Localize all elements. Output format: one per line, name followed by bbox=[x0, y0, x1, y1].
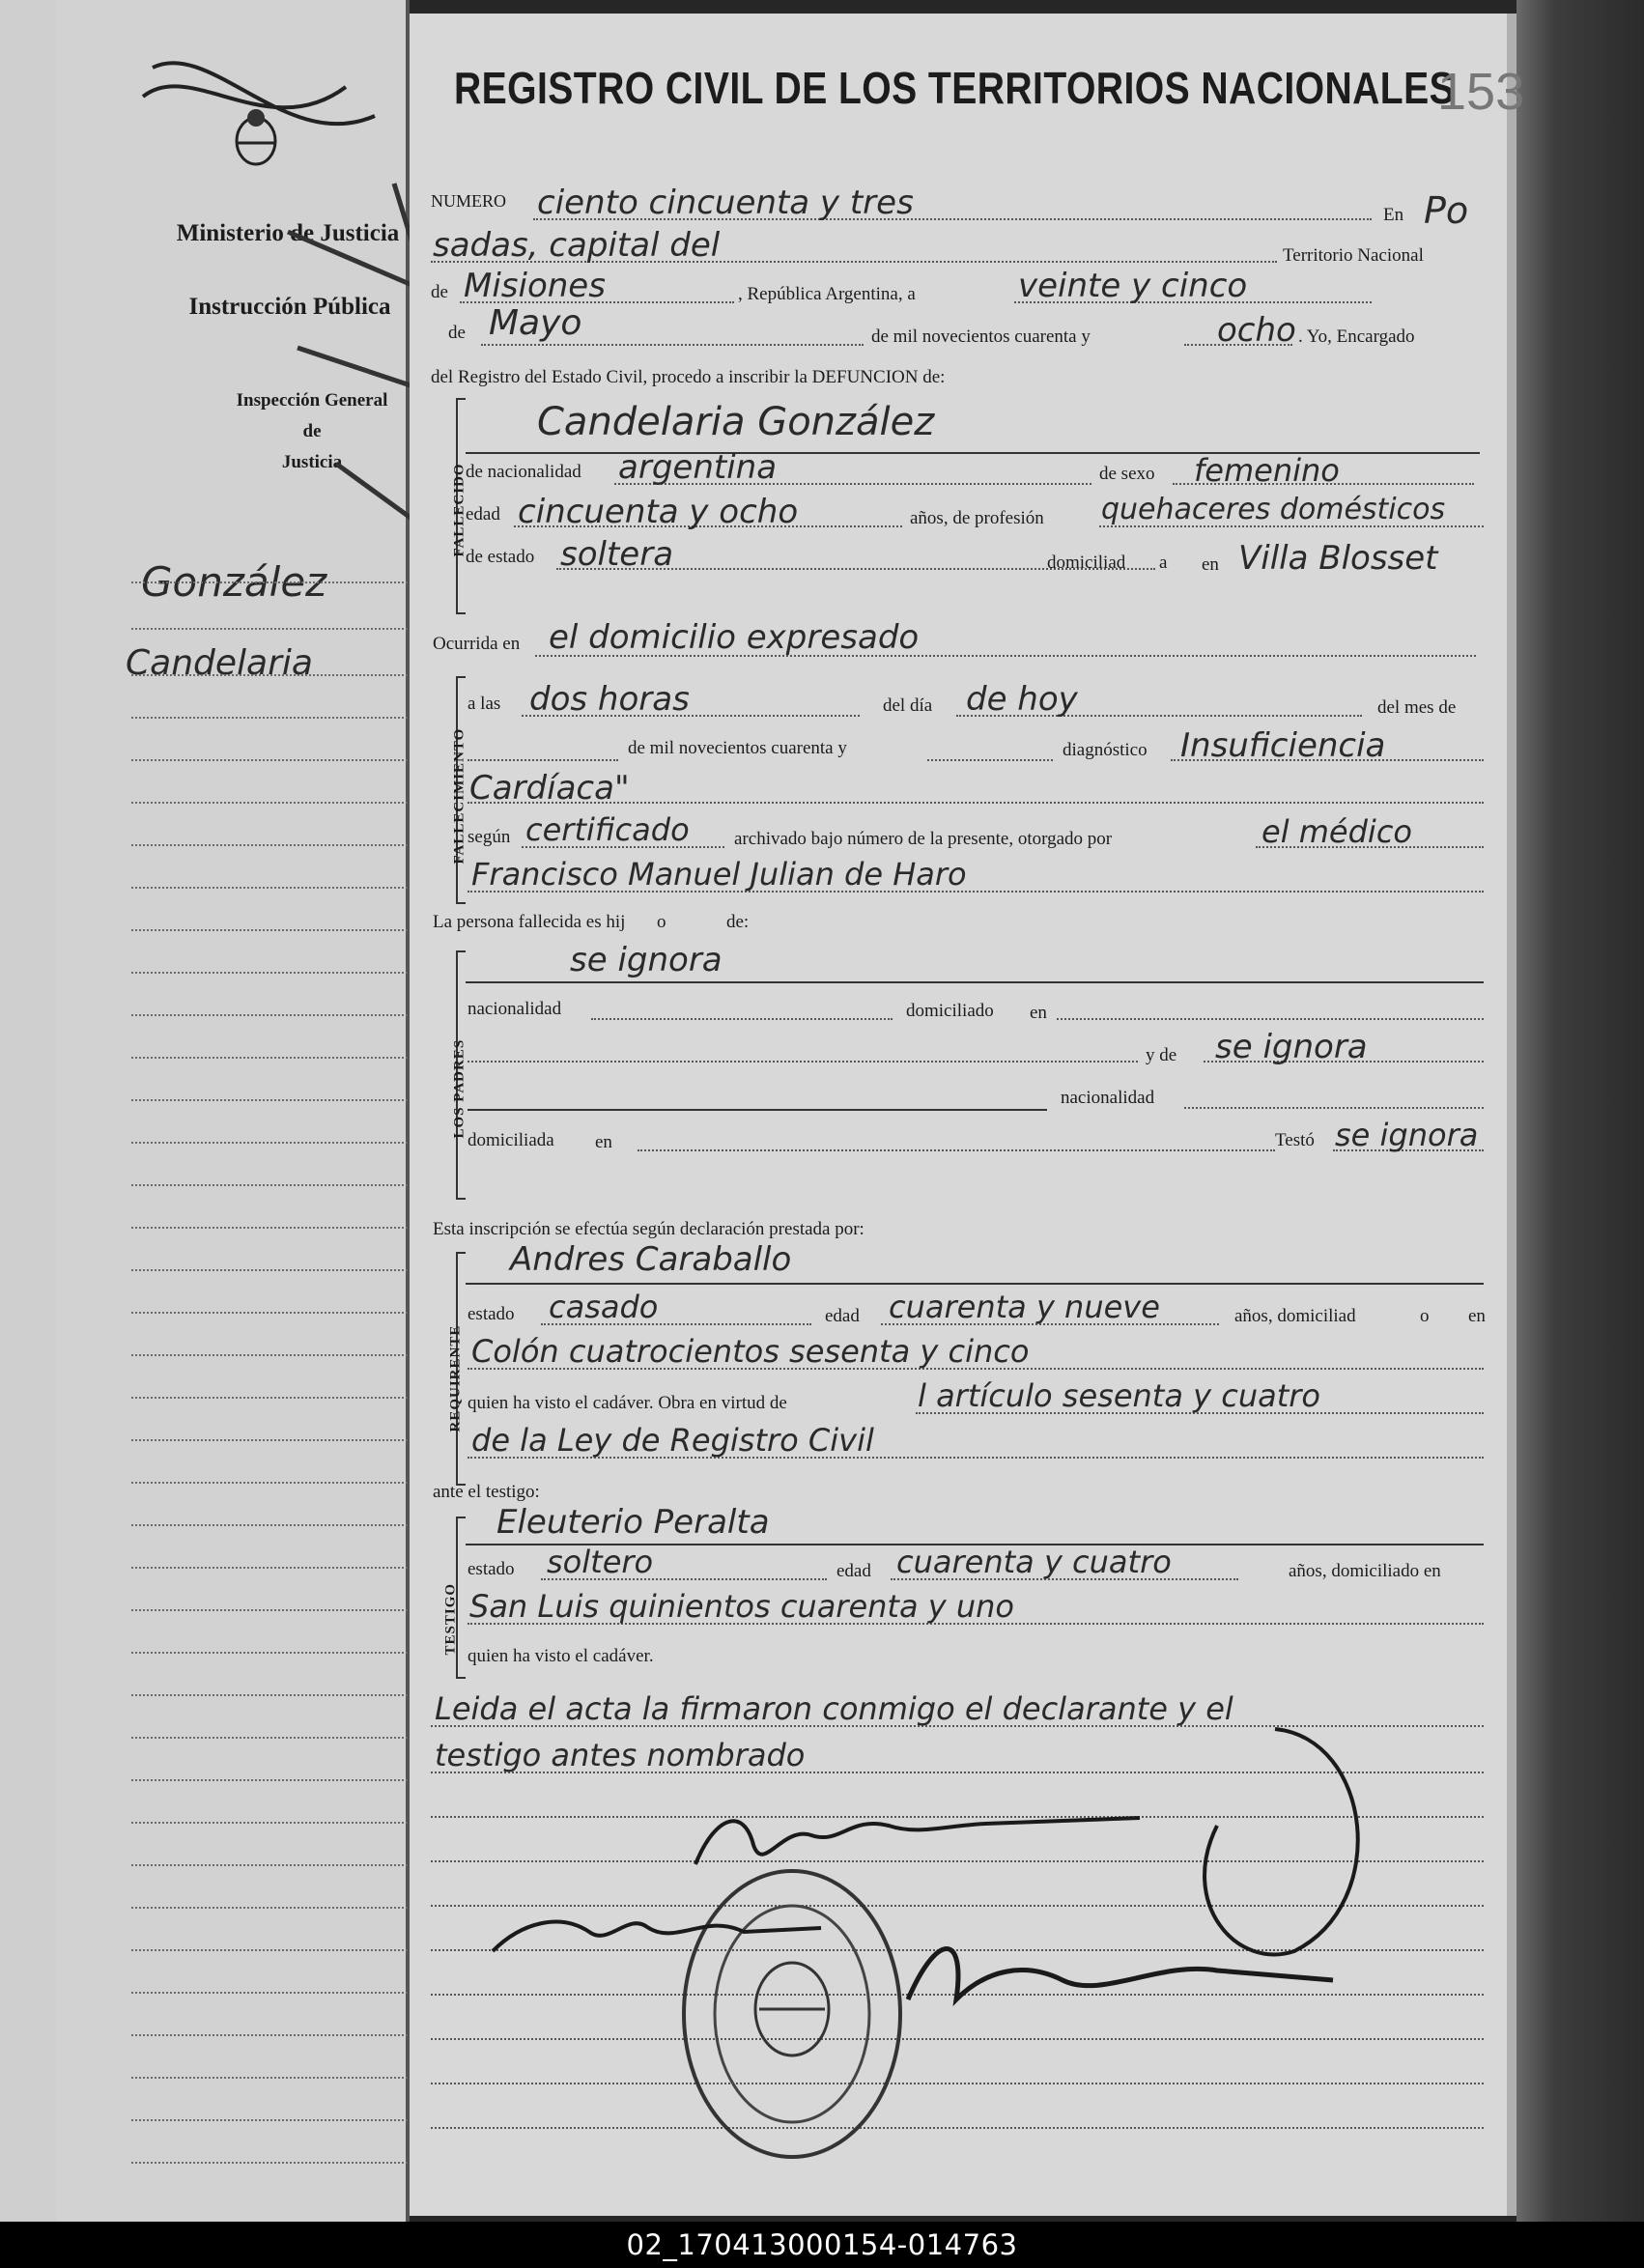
margin-rule bbox=[131, 1949, 450, 1951]
testigo-domiciliado-label: años, domiciliado en bbox=[1289, 1561, 1441, 1581]
madre-name-rule bbox=[468, 1109, 1047, 1111]
fallecimiento-del-dia-label: del día bbox=[883, 695, 933, 716]
margin-rule bbox=[131, 1779, 450, 1781]
margin-rule bbox=[131, 1354, 450, 1356]
padres-intro-label: La persona fallecida es hij bbox=[433, 912, 626, 932]
en-label: En bbox=[1383, 205, 1404, 225]
year-label: de mil novecientos cuarenta y bbox=[871, 326, 1091, 347]
margin-rule bbox=[131, 1864, 450, 1866]
book-binding bbox=[1516, 0, 1644, 2222]
fallecimiento-mes-dotline bbox=[468, 759, 618, 761]
padres-hijo-suffix: o bbox=[657, 912, 666, 932]
fallecimiento-year-dotline bbox=[927, 759, 1053, 761]
margin-rule bbox=[131, 717, 450, 719]
ocurrida-value: el domicilio expresado bbox=[549, 618, 920, 657]
fallecido-section-label: FALLECIDO bbox=[451, 463, 468, 557]
margin-rule bbox=[131, 972, 450, 974]
madre-intro-dotline bbox=[468, 1061, 1138, 1063]
fallecimiento-otorgado-value: el médico bbox=[1261, 813, 1412, 850]
requirente-name-rule bbox=[466, 1283, 1484, 1285]
year-value: ocho bbox=[1217, 311, 1296, 350]
fallecimiento-medico-value: Francisco Manuel Julian de Haro bbox=[471, 856, 967, 893]
padres-de-label: de: bbox=[726, 912, 750, 932]
place-value-1: Po bbox=[1424, 189, 1469, 232]
numero-label: NUMERO bbox=[431, 191, 507, 211]
folio-number: 153 bbox=[1437, 63, 1525, 121]
fallecido-profesion-value: quehaceres domésticos bbox=[1101, 493, 1446, 526]
testigo-intro-label: ante el testigo: bbox=[433, 1482, 540, 1502]
requirente-en-label: en bbox=[1468, 1306, 1486, 1326]
requirente-edad-value: cuarenta y nueve bbox=[889, 1289, 1160, 1325]
margin-rule bbox=[131, 1482, 450, 1484]
margin-rule bbox=[131, 1227, 450, 1229]
testigo-name: Eleuterio Peralta bbox=[496, 1503, 770, 1542]
requirente-domicilio-value: Colón cuatrocientos sesenta y cinco bbox=[471, 1333, 1030, 1370]
fallecido-nacionalidad-label: de nacionalidad bbox=[466, 462, 581, 482]
margin-rule bbox=[131, 674, 450, 676]
fallecimiento-diagnostico-label: diagnóstico bbox=[1063, 740, 1148, 760]
margin-rule bbox=[131, 1184, 450, 1186]
fallecido-domiciliado-suffix: a bbox=[1159, 553, 1168, 573]
margin-rule bbox=[131, 1312, 450, 1314]
inspection-line-2: de bbox=[302, 421, 322, 441]
ministry-line-1: Ministerio de Justicia bbox=[176, 220, 400, 246]
fallecimiento-diagnostico-value-2: Cardíaca" bbox=[469, 769, 630, 808]
fallecido-domicilio-value: Villa Blosset bbox=[1238, 539, 1438, 578]
testo-value: se ignora bbox=[1335, 1117, 1479, 1153]
margin-rule bbox=[131, 1652, 450, 1654]
closing-line-2: testigo antes nombrado bbox=[435, 1737, 806, 1773]
day-value: veinte y cinco bbox=[1018, 267, 1248, 305]
fallecido-edad-label: edad bbox=[466, 504, 500, 524]
fallecido-name: Candelaria González bbox=[537, 400, 935, 444]
fallecimiento-segun-label: según bbox=[468, 827, 511, 847]
coat-of-arms-icon bbox=[222, 104, 290, 172]
page-title: REGISTRO CIVIL DE LOS TERRITORIOS NACIONALES bbox=[454, 63, 1456, 113]
territory-value: Misiones bbox=[464, 267, 606, 305]
requirente-section-label: REQUIRENTE bbox=[447, 1324, 464, 1432]
margin-rule bbox=[131, 1609, 450, 1611]
padre-nacionalidad-dotline bbox=[591, 1018, 893, 1020]
fallecido-estado-label: de estado bbox=[466, 547, 535, 567]
padres-section-label: LOS PADRES bbox=[451, 1038, 468, 1139]
margin-rule bbox=[131, 2162, 450, 2164]
testigo-visto-label: quien ha visto el cadáver. bbox=[468, 1646, 654, 1666]
margin-rule bbox=[131, 1694, 450, 1696]
margin-rule bbox=[131, 1014, 450, 1016]
testo-label: Testó bbox=[1275, 1130, 1315, 1150]
margin-rule bbox=[131, 1057, 450, 1059]
ministry-line-2: Instrucción Pública bbox=[188, 294, 391, 320]
month-dotline bbox=[481, 344, 864, 346]
fallecido-sexo-value: femenino bbox=[1194, 452, 1340, 489]
de-label-2: de bbox=[448, 323, 466, 343]
testigo-edad-label: edad bbox=[836, 1561, 871, 1581]
margin-rule bbox=[131, 759, 450, 761]
republica-label: , República Argentina, a bbox=[738, 284, 916, 304]
madre-value: se ignora bbox=[1215, 1028, 1368, 1066]
fallecimiento-diagnostico-value-1: Insuficiencia bbox=[1180, 726, 1386, 765]
margin-rule bbox=[131, 1099, 450, 1101]
margin-given-name: Candelaria bbox=[126, 643, 313, 683]
requirente-edad-label: edad bbox=[825, 1306, 860, 1326]
signature-testigo bbox=[483, 1893, 831, 1970]
place-value-2: sadas, capital del bbox=[433, 226, 721, 265]
fallecimiento-archivado-label: archivado bajo número de la presente, otorgado por bbox=[734, 829, 1113, 849]
margin-rule bbox=[131, 1439, 450, 1441]
padre-domicilio-dotline bbox=[1057, 1018, 1484, 1020]
madre-nacionalidad-dotline bbox=[1184, 1107, 1484, 1109]
fallecido-sexo-label: de sexo bbox=[1099, 464, 1155, 484]
testigo-estado-value: soltero bbox=[547, 1544, 654, 1580]
margin-panel bbox=[56, 0, 410, 2222]
padre-domiciliado-label: domiciliado bbox=[906, 1001, 994, 1021]
fallecimiento-dia-value: de hoy bbox=[966, 680, 1078, 719]
margin-rule bbox=[131, 2077, 450, 2079]
padre-en-label: en bbox=[1030, 1003, 1047, 1023]
testigo-section-label: TESTIGO bbox=[442, 1582, 459, 1656]
previous-page-edge bbox=[0, 0, 59, 2222]
encargado-label: . Yo, Encargado bbox=[1298, 326, 1415, 347]
testigo-edad-value: cuarenta y cuatro bbox=[896, 1544, 1172, 1580]
requirente-domiciliado-label: años, domiciliad bbox=[1234, 1306, 1356, 1326]
requirente-articulo-value-2: de la Ley de Registro Civil bbox=[471, 1422, 874, 1459]
margin-rule bbox=[131, 628, 450, 630]
margin-rule bbox=[131, 844, 450, 846]
margin-rule bbox=[131, 1269, 450, 1271]
margin-rule bbox=[131, 2034, 450, 2036]
territorio-label: Territorio Nacional bbox=[1283, 245, 1424, 266]
month-value: Mayo bbox=[489, 303, 582, 343]
madre-y-de-label: y de bbox=[1146, 1045, 1177, 1065]
margin-rule bbox=[131, 802, 450, 804]
requirente-name: Andres Caraballo bbox=[510, 1240, 792, 1279]
fallecimiento-del-mes-label: del mes de bbox=[1377, 697, 1457, 718]
fallecido-en-label: en bbox=[1202, 554, 1219, 575]
fallecimiento-year-label: de mil novecientos cuarenta y bbox=[628, 738, 847, 758]
fallecimiento-hora-value: dos horas bbox=[529, 680, 690, 719]
closing-dotline-9 bbox=[431, 2083, 1484, 2084]
fallecimiento-section-label: FALLECIMIENTO bbox=[451, 727, 468, 865]
intro-statement: del Registro del Estado Civil, procedo a inscribir la DEFUNCION de: bbox=[431, 367, 946, 387]
numero-value: ciento cincuenta y tres bbox=[537, 184, 914, 222]
fallecido-domiciliado-label: domiciliad bbox=[1047, 553, 1126, 573]
margin-rule bbox=[131, 929, 450, 931]
madre-domiciliada-en-label: en bbox=[595, 1132, 612, 1152]
closing-dotline-10 bbox=[431, 2127, 1484, 2129]
requirente-estado-value: casado bbox=[549, 1289, 659, 1325]
margin-rule bbox=[131, 581, 450, 583]
testigo-estado-label: estado bbox=[468, 1559, 515, 1579]
fallecido-nacionalidad-value: argentina bbox=[618, 448, 778, 487]
margin-rule bbox=[131, 1907, 450, 1909]
madre-domicilio-dotline bbox=[638, 1149, 1275, 1151]
inspection-line-1: Inspección General bbox=[236, 390, 388, 411]
margin-rule bbox=[131, 1992, 450, 1994]
testigo-domicilio-value: San Luis quinientos cuarenta y uno bbox=[469, 1588, 1014, 1625]
padre-name-rule bbox=[466, 981, 1484, 983]
margin-rule bbox=[131, 1737, 450, 1739]
fallecimiento-certificado-value: certificado bbox=[525, 811, 690, 848]
margin-rule bbox=[131, 1822, 450, 1824]
fallecido-profesion-label: años, de profesión bbox=[910, 508, 1044, 528]
margin-rule bbox=[131, 2119, 450, 2121]
margin-rule bbox=[131, 1397, 450, 1399]
margin-rule bbox=[131, 887, 450, 889]
requirente-estado-label: estado bbox=[468, 1304, 515, 1324]
closing-line-1: Leida el acta la firmaron conmigo el declarante y el bbox=[435, 1690, 1233, 1727]
margin-rule bbox=[131, 1142, 450, 1144]
requirente-visto-label: quien ha visto el cadáver. Obra en virtud de bbox=[468, 1393, 787, 1413]
madre-domiciliada-label: domiciliada bbox=[468, 1130, 554, 1150]
margin-rule bbox=[131, 1567, 450, 1569]
margin-surname: González bbox=[141, 558, 327, 606]
fallecimiento-a-las-label: a las bbox=[468, 694, 501, 714]
inspection-line-3: Justicia bbox=[281, 452, 343, 472]
madre-nacionalidad-label: nacionalidad bbox=[1061, 1088, 1155, 1108]
requirente-intro-label: Esta inscripción se efectúa según declaración prestada por: bbox=[433, 1219, 865, 1239]
de-label: de bbox=[431, 282, 448, 302]
padre-nacionalidad-label: nacionalidad bbox=[468, 999, 562, 1019]
requirente-articulo-value-1: l artículo sesenta y cuatro bbox=[918, 1377, 1320, 1414]
margin-rule bbox=[131, 1524, 450, 1526]
requirente-domiciliado-suffix: o bbox=[1420, 1306, 1430, 1326]
ocurrida-label: Ocurrida en bbox=[433, 634, 521, 654]
signature-encargado bbox=[869, 1710, 1410, 2057]
fallecido-estado-value: soltera bbox=[560, 535, 674, 574]
fallecido-edad-value: cincuenta y ocho bbox=[518, 493, 799, 531]
padre-value: se ignora bbox=[570, 941, 723, 979]
scan-reference-footer: 02_170413000154-014763 bbox=[0, 2222, 1644, 2268]
